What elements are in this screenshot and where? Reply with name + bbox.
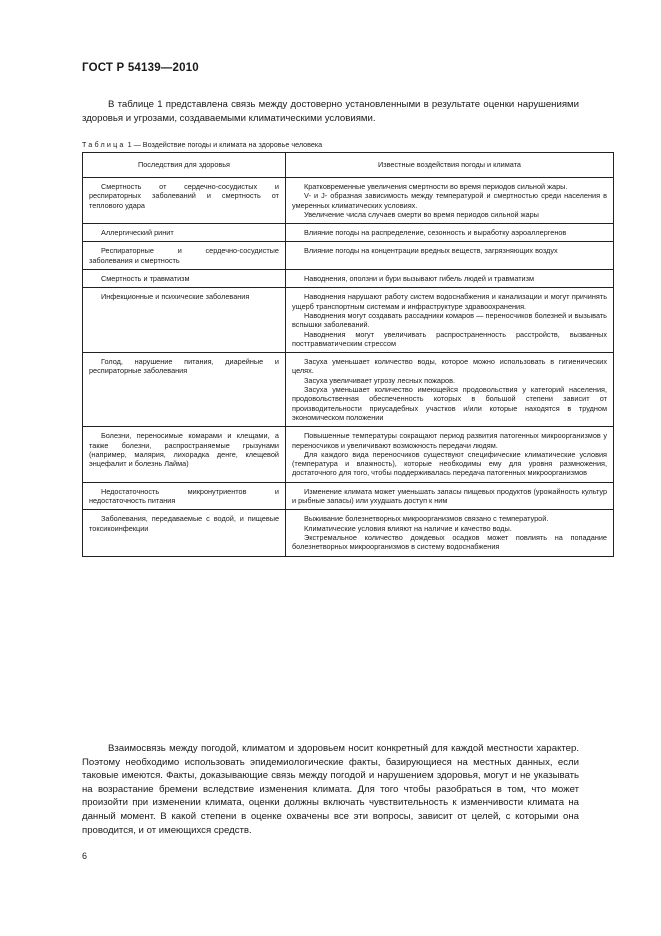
intro-paragraph: В таблице 1 представлена связь между достоверно установленными в результате оценки нарушениями здоровья и угрозами, создаваемыми климатическими условиями.: [82, 99, 579, 124]
health-effect-text: Инфекционные и психические заболевания: [101, 292, 250, 302]
climate-impact-cell: [286, 353, 614, 427]
health-effect-cell: [83, 427, 286, 482]
climate-impact-text: Наводнения нарушают работу систем водоснабжения и канализации и могут причинять ущерб транспортным системам и инфраструктуре здравоохранения.: [292, 292, 607, 311]
health-effect-cell: [83, 270, 286, 288]
climate-impact-text: Кратковременные увеличения смертности во время периодов сильной жары.: [304, 182, 568, 191]
table-row: [83, 427, 614, 482]
climate-impact-text: Выживание болезнетворных микроорганизмов связано с температурой.: [304, 514, 549, 524]
climate-impact-text: Засуха уменьшает количество воды, которое можно использовать в гигиенических целях.: [292, 357, 607, 376]
health-effect-text: Заболевания, передаваемые с водой, и пищевые токсикоинфекции: [89, 514, 279, 533]
health-effect-cell: [83, 288, 286, 353]
health-effect-cell: [83, 482, 286, 510]
health-effect-cell: [83, 178, 286, 224]
climate-impact-cell: [286, 510, 614, 556]
climate-impact-text: Повышенные температуры сокращают период развития патогенных микроорганизмов у переносчиков и увеличивают возможность передачи людям.: [292, 431, 607, 450]
climate-impact-text: Наводнения, оползни и бури вызывают гибель людей и травматизм: [304, 274, 534, 284]
climate-impact-text: Засуха увеличивает угрозу лесных пожаров.: [304, 375, 456, 385]
health-effect-text: Смертность и травматизм: [101, 274, 190, 284]
page-number: 6: [82, 851, 88, 861]
health-effect-text: Болезни, переносимые комарами и клещами, а также болезни, распространяемые грызунами (например, малярия, лихорадка денге, клещевой энцефалит и болезнь Лайма): [89, 431, 279, 469]
climate-impact-text: V- и J- образная зависимость между температурой и смертностью среди населения в умеренных климатических условиях.: [292, 191, 607, 210]
column-header-impacts: Известные воздействия погоды и климата: [286, 153, 614, 178]
climate-impact-text: Климатические условия влияют на наличие и качество воды.: [304, 523, 512, 533]
health-effect-cell: [83, 510, 286, 556]
health-effect-cell: [83, 242, 286, 270]
climate-impact-text: Засуха уменьшает количество имеющейся продовольствия у категорий населения, продовольственная обеспеченность которых в большой степени зависит от производительности приусадебных участков и/или которые находятся в трудном экономическом положении: [292, 385, 607, 422]
climate-impact-cell: [286, 270, 614, 288]
outro-paragraph: Взаимосвязь между погодой, климатом и здоровьем носит конкретный для каждой местности характер. Поэтому необходимо использовать эпидемиологические факты, базирующиеся на местных данных, если таковые имеются. Факты, доказывающие связь между погодой и нарушением здоровья, могут и не указывать на возрастание бремени вследствие изменения климата. Для того чтобы разобраться в том, что может произойти при изменении климата, оценки должны включать чувствительность к изменчивости климата на данный момент. В какой степени в оценке охвачены все эти вопросы, зависит от целей, с которыми она проводится, и от имеющихся средств.: [82, 743, 579, 836]
climate-impact-text: Наводнения могут увеличивать распространенность расстройств, вызванных посттравматическим стрессом: [292, 329, 607, 348]
health-effect-text: Аллергический ринит: [101, 228, 174, 238]
climate-impact-text: Наводнения могут создавать рассадники комаров — переносчиков болезней и вызывать вспышки заболеваний.: [292, 310, 607, 330]
climate-impact-cell: [286, 482, 614, 510]
table-body: [83, 178, 614, 557]
health-effect-text: Респираторные и сердечно-сосудистые заболевания и смертность: [89, 246, 279, 265]
health-effect-cell: [83, 353, 286, 427]
table-header-row: [83, 153, 614, 178]
table-row: [83, 224, 614, 242]
climate-impact-cell: [286, 288, 614, 353]
table-row: [83, 353, 614, 427]
climate-impact-text: Влияние погоды на концентрации вредных веществ, загрязняющих воздух: [304, 246, 558, 256]
climate-impact-text: Влияние погоды на распределение, сезонность и выработку аэроаллергенов: [304, 228, 567, 238]
climate-impact-cell: [286, 427, 614, 482]
climate-impact-text: Увеличение числа случаев смерти во время периодов сильной жары: [304, 209, 539, 219]
table-row: [83, 178, 614, 224]
document-header: ГОСТ Р 54139—2010: [82, 62, 199, 74]
table-caption-text: 1 — Воздействие погоды и климата на здоровье человека: [127, 140, 323, 149]
table-row: [83, 270, 614, 288]
climate-impact-cell: [286, 224, 614, 242]
health-effect-text: Голод, нарушение питания, диарейные и респираторные заболевания: [89, 357, 279, 376]
climate-impact-text: Для каждого вида переносчиков существуют специфические климатические условия (температура и влажность), которые необходимы ему для уровня размножения, достаточного для того, чтобы поддерживалась передача патогенных микроорганизмов: [292, 449, 607, 478]
health-effect-text: Недостаточность микронутриентов и недостаточность питания: [89, 486, 279, 506]
table-caption-label: Таблица: [82, 140, 126, 149]
climate-impact-cell: [286, 242, 614, 270]
table-row: [83, 510, 614, 556]
health-effect-cell: [83, 224, 286, 242]
table-row: [83, 288, 614, 353]
climate-impact-cell: [286, 178, 614, 224]
climate-impact-text: Экстремальное количество дождевых осадков может повлиять на попадание болезнетворных микроорганизмов в систему водоснабжения: [292, 532, 607, 552]
column-header-effects: Последствия для здоровья: [83, 153, 286, 178]
table-caption: [82, 140, 322, 149]
health-impacts-table: [82, 152, 614, 557]
table-row: [83, 242, 614, 270]
table-row: [83, 482, 614, 510]
climate-impact-text: Изменение климата может уменьшать запасы пищевых продуктов (урожайность культур и рыбные запасы) или ухудшать доступ к ним: [292, 486, 607, 506]
health-effect-text: Смертность от сердечно-сосудистых и респираторных заболеваний и смертность от теплового удара: [89, 182, 279, 210]
